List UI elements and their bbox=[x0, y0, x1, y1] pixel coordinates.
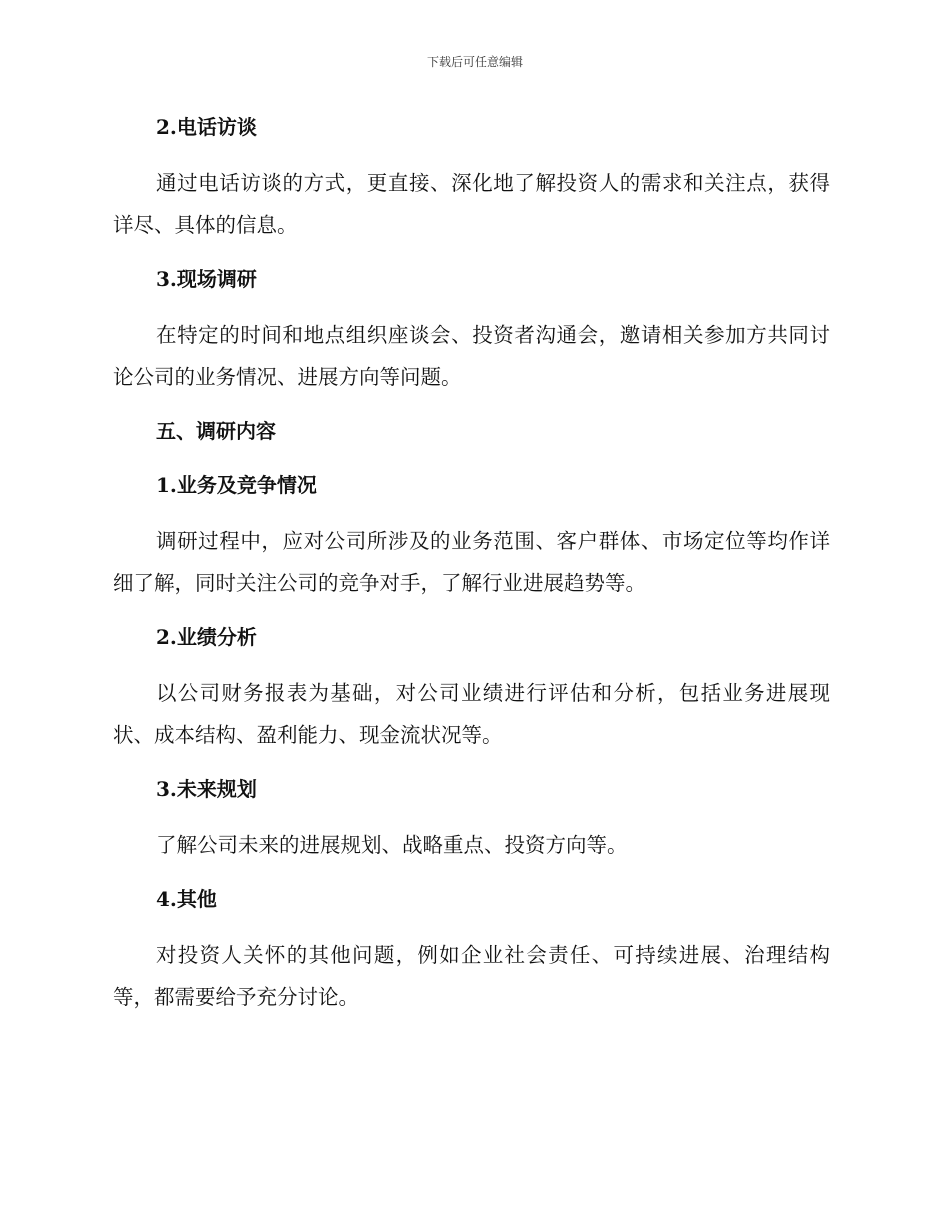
section-heading-business-competition: 1.业务及竞争情况 bbox=[156, 473, 317, 497]
section-heading-field-research: 3.现场调研 bbox=[156, 267, 257, 291]
section-heading-future-planning: 3.未来规划 bbox=[156, 777, 257, 801]
section-text-other: 对投资人关怀的其他问题，例如企业社会责任、可持续进展、治理结构等，都需要给予充分讨论。 bbox=[113, 943, 830, 1009]
section-text-field-research: 在特定的时间和地点组织座谈会、投资者沟通会，邀请相关参加方共同讨论公司的业务情况、进展方向等问题。 bbox=[113, 323, 830, 389]
section-text-future-planning: 了解公司未来的进展规划、战略重点、投资方向等。 bbox=[156, 833, 628, 857]
section-heading-performance-analysis: 2.业绩分析 bbox=[156, 625, 257, 649]
document-body bbox=[113, 108, 830, 1018]
section-heading-other: 4.其他 bbox=[156, 887, 217, 911]
section-text-business-competition: 调研过程中，应对公司所涉及的业务范围、客户群体、市场定位等均作详细了解，同时关注公司的竞争对手，了解行业进展趋势等。 bbox=[113, 529, 830, 595]
page-header-note: 下载后可任意编辑 bbox=[426, 55, 523, 69]
section-heading-phone-interview: 2.电话访谈 bbox=[156, 115, 257, 139]
section-text-phone-interview: 通过电话访谈的方式，更直接、深化地了解投资人的需求和关注点，获得详尽、具体的信息。 bbox=[113, 171, 830, 237]
chapter-heading-research-content: 五、调研内容 bbox=[156, 419, 276, 443]
section-text-performance-analysis: 以公司财务报表为基础，对公司业绩进行评估和分析，包括业务进展现状、成本结构、盈利能力、现金流状况等。 bbox=[113, 681, 830, 747]
